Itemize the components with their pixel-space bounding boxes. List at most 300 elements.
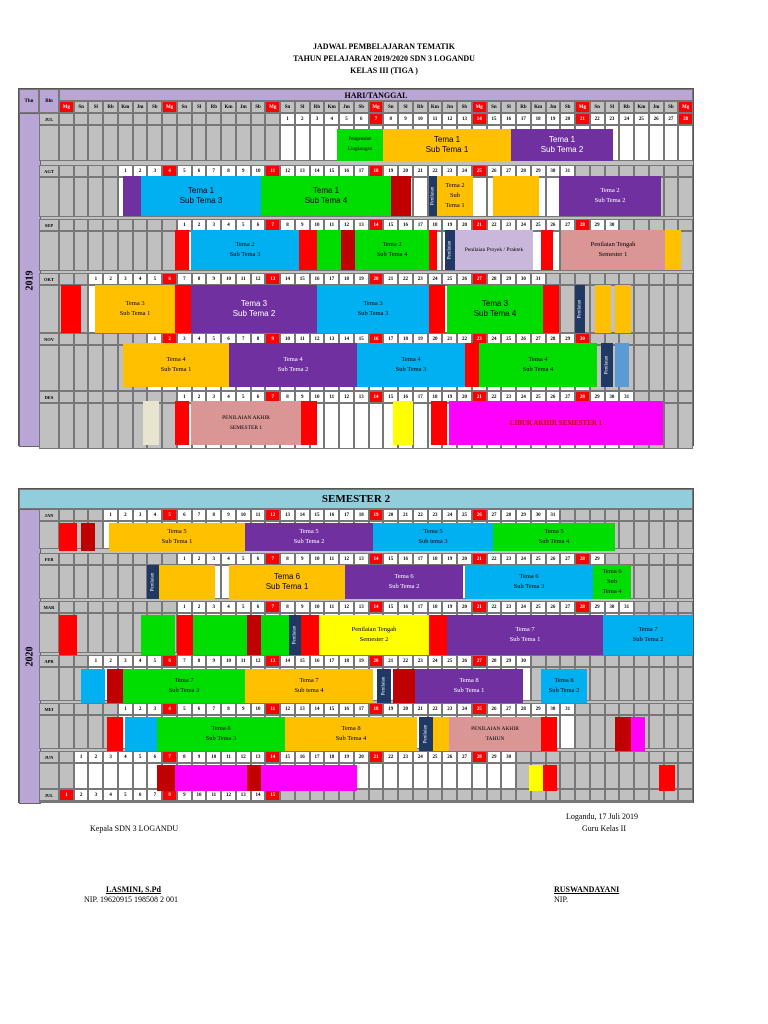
- date-cell: [664, 165, 679, 177]
- date-cell: 6: [162, 655, 177, 667]
- date-cell: 3: [103, 751, 118, 763]
- bar-tema1-subtema4: Tema 1 Sub Tema 4: [261, 176, 391, 216]
- bar-jan-red: [59, 523, 77, 551]
- bar-okt-red-3: [429, 285, 445, 333]
- date-cell: 9: [295, 553, 310, 565]
- bar-jun-red-2: [659, 765, 675, 791]
- teacher-nip: NIP.: [554, 895, 569, 904]
- date-cell: 4: [192, 333, 207, 345]
- date-cell: [575, 703, 590, 715]
- date-cell: 15: [354, 333, 369, 345]
- day-slot: [634, 125, 649, 161]
- month-label: APR: [39, 655, 59, 667]
- day-slot: [383, 801, 398, 803]
- day-slot: [664, 667, 679, 701]
- date-cell: 15: [310, 509, 325, 521]
- date-cell: [619, 789, 634, 801]
- date-cell: [546, 655, 561, 667]
- day-slot: [560, 285, 575, 333]
- date-cell: 25: [472, 165, 487, 177]
- date-cell: 24: [619, 113, 634, 125]
- date-cell: 16: [339, 165, 354, 177]
- date-cell: [664, 655, 679, 667]
- date-cell: [103, 601, 118, 613]
- date-cell: 16: [398, 219, 413, 231]
- date-cell: 15: [280, 751, 295, 763]
- bar-sep-dark-red: [341, 230, 355, 270]
- bar-tema1-subtema2: Tema 1 Sub Tema 2: [511, 129, 613, 161]
- date-cell: [560, 751, 575, 763]
- date-cell: 20: [383, 509, 398, 521]
- date-cell: 30: [605, 601, 620, 613]
- date-cell: [664, 703, 679, 715]
- year-2020-label: 2020: [19, 509, 41, 804]
- day-header-cell: Rb: [310, 101, 325, 113]
- day-slot: [59, 715, 74, 749]
- date-cell: 7: [177, 273, 192, 285]
- day-header-cell: Sn: [487, 101, 502, 113]
- date-cell: 29: [501, 273, 516, 285]
- date-cell: 3: [118, 655, 133, 667]
- bar-tema6-subtema4: Tema 6 Sub Tema 4: [593, 565, 631, 599]
- date-cell: [147, 553, 162, 565]
- day-slot: [472, 177, 487, 217]
- day-slot: [413, 801, 428, 803]
- date-cell: [605, 273, 620, 285]
- date-cell: 28: [516, 703, 531, 715]
- date-cell: 13: [265, 655, 280, 667]
- date-cell: [103, 703, 118, 715]
- col-tahun-header: Thn: [19, 89, 39, 113]
- day-slot: [413, 763, 428, 789]
- date-cell: 24: [457, 165, 472, 177]
- principal-name: LASMINI, S.Pd: [106, 885, 161, 894]
- date-cell: [634, 601, 649, 613]
- date-cell: 7: [192, 509, 207, 521]
- day-slot: [678, 565, 693, 599]
- day-slot: [413, 403, 428, 449]
- day-slot: [118, 231, 133, 271]
- bar-okt-red: [61, 285, 81, 333]
- bar-apr-dark-red-2: [393, 669, 415, 703]
- date-cell: [546, 751, 561, 763]
- bar-tema4-subtema4: Tema 4 Sub Tema 4: [479, 343, 597, 387]
- date-cell: 1: [177, 601, 192, 613]
- date-cell: [560, 655, 575, 667]
- date-cell: [74, 273, 89, 285]
- date-cell: 7: [265, 391, 280, 403]
- day-header-cell: Jm: [339, 101, 354, 113]
- date-cell: 12: [265, 509, 280, 521]
- date-cell: 21: [472, 553, 487, 565]
- date-cell: 10: [310, 601, 325, 613]
- date-cell: [678, 509, 693, 521]
- date-cell: 11: [324, 601, 339, 613]
- bar-apr-penilaian: Penilaian: [377, 669, 391, 703]
- day-slot: [103, 613, 118, 653]
- day-slot: [354, 801, 369, 803]
- day-header-cell: Jm: [546, 101, 561, 113]
- date-cell: 27: [560, 601, 575, 613]
- bar-feb-orange: [159, 565, 215, 599]
- date-cell: 18: [324, 751, 339, 763]
- date-cell: 27: [664, 113, 679, 125]
- date-cell: [664, 553, 679, 565]
- date-cell: 21: [472, 219, 487, 231]
- day-slot: [590, 763, 605, 789]
- date-cell: 21: [383, 655, 398, 667]
- day-slot: [74, 231, 89, 271]
- bar-tema4-subtema1: Tema 4 Sub Tema 1: [123, 343, 229, 387]
- doc-title-line2: TAHUN PELAJARAN 2019/2020 SDN 3 LOGANDU: [293, 54, 475, 63]
- date-cell: 10: [310, 219, 325, 231]
- doc-title-line1: JADWAL PEMBELAJARAN TEMATIK: [313, 42, 455, 51]
- date-cell: [88, 509, 103, 521]
- date-cell: 15: [295, 273, 310, 285]
- day-slot: [678, 801, 693, 803]
- bar-sep-red: [175, 230, 189, 270]
- day-slot: [88, 565, 103, 599]
- date-cell: [619, 655, 634, 667]
- date-cell: 15: [383, 553, 398, 565]
- date-cell: [634, 703, 649, 715]
- date-cell: 29: [516, 509, 531, 521]
- date-cell: 22: [428, 703, 443, 715]
- date-cell: 10: [413, 113, 428, 125]
- date-cell: 29: [560, 333, 575, 345]
- month-label-spacer: [39, 285, 59, 333]
- day-slot: [619, 667, 634, 701]
- date-cell: 4: [103, 789, 118, 801]
- date-cell: 6: [177, 509, 192, 521]
- date-cell: 24: [487, 333, 502, 345]
- bar-des-beige: [143, 401, 159, 445]
- date-cell: 15: [265, 789, 280, 801]
- date-cell: 13: [354, 601, 369, 613]
- date-cell: 5: [177, 703, 192, 715]
- date-cell: 22: [457, 333, 472, 345]
- date-cell: 14: [310, 703, 325, 715]
- day-slot: [649, 565, 664, 599]
- date-cell: 19: [369, 509, 384, 521]
- date-cell: [118, 601, 133, 613]
- date-cell: 14: [369, 391, 384, 403]
- day-slot: [147, 125, 162, 161]
- date-cell: [634, 751, 649, 763]
- date-cell: 26: [487, 165, 502, 177]
- date-cell: 10: [221, 273, 236, 285]
- day-slot: [678, 125, 693, 161]
- date-cell: 1: [280, 113, 295, 125]
- day-header-cell: Sl: [398, 101, 413, 113]
- date-cell: 28: [575, 553, 590, 565]
- day-slot: [74, 403, 89, 449]
- day-slot: [265, 801, 280, 803]
- day-slot: [59, 801, 74, 803]
- date-cell: [664, 391, 679, 403]
- day-header-cell: Sl: [295, 101, 310, 113]
- date-cell: 14: [265, 751, 280, 763]
- date-cell: 22: [413, 509, 428, 521]
- day-slot: [324, 801, 339, 803]
- date-cell: 30: [501, 751, 516, 763]
- day-slot: [649, 125, 664, 161]
- date-cell: [133, 601, 148, 613]
- date-cell: 8: [280, 553, 295, 565]
- day-slot: [664, 177, 679, 217]
- date-cell: [634, 553, 649, 565]
- date-cell: 21: [413, 703, 428, 715]
- date-cell: 26: [442, 751, 457, 763]
- day-slot: [295, 125, 310, 161]
- date-cell: 27: [560, 219, 575, 231]
- day-slot: [678, 667, 693, 701]
- date-cell: [59, 273, 74, 285]
- bar-tema4-subtema2: Tema 4 Sub Tema 2: [229, 343, 357, 387]
- bar-sep-penilaian: Penilaian: [445, 230, 455, 270]
- date-cell: 14: [339, 333, 354, 345]
- date-cell: 1: [103, 509, 118, 521]
- day-header-cell: Rb: [619, 101, 634, 113]
- month-label-spacer: [39, 177, 59, 217]
- teacher-name: RUSWANDAYANI: [554, 885, 620, 894]
- date-cell: [560, 273, 575, 285]
- date-cell: [590, 751, 605, 763]
- date-cell: 26: [546, 553, 561, 565]
- date-cell: 5: [236, 601, 251, 613]
- date-cell: 15: [295, 655, 310, 667]
- bar-des-red-2: [301, 401, 317, 445]
- day-slot: [324, 403, 339, 449]
- day-slot: [428, 763, 443, 789]
- date-cell: 22: [428, 165, 443, 177]
- date-cell: [649, 655, 664, 667]
- date-cell: 1: [88, 273, 103, 285]
- bar-libur-akhir-semester1: LIBUR AKHIR SEMESTER 1: [449, 401, 663, 445]
- date-cell: 14: [369, 553, 384, 565]
- bar-okt-red-2: [175, 285, 191, 333]
- date-cell: 5: [177, 165, 192, 177]
- date-cell: 18: [428, 391, 443, 403]
- day-slot: [59, 231, 74, 271]
- semester2-rows: [39, 509, 693, 802]
- bar-agt-dark-red: [391, 176, 411, 216]
- date-cell: [74, 553, 89, 565]
- bar-penilaian-proyek: Penilaian Proyek / Praktek: [455, 230, 533, 270]
- semester1-calendar: [18, 88, 694, 446]
- date-cell: 2: [118, 509, 133, 521]
- day-header-cell: Mg: [369, 101, 384, 113]
- day-slot: [678, 521, 693, 549]
- date-cell: 27: [487, 509, 502, 521]
- date-cell: [605, 703, 620, 715]
- date-cell: [678, 789, 693, 801]
- date-cell: 3: [206, 601, 221, 613]
- date-cell: 14: [369, 601, 384, 613]
- date-cell: 25: [442, 655, 457, 667]
- date-cell: [74, 219, 89, 231]
- date-cell: 9: [236, 165, 251, 177]
- day-slot: [88, 345, 103, 391]
- date-cell: 4: [221, 601, 236, 613]
- day-slot: [649, 667, 664, 701]
- date-cell: [59, 113, 74, 125]
- bar-tema2-subtema1: Tema 2 Sub Tema 1: [437, 176, 473, 216]
- date-cell: 14: [369, 219, 384, 231]
- date-cell: 2: [88, 751, 103, 763]
- date-cell: 9: [295, 391, 310, 403]
- month-label: JAN: [39, 509, 59, 521]
- date-cell: [88, 703, 103, 715]
- day-slot: [74, 125, 89, 161]
- bar-tema7-subtema3: Tema 7 Sub Tema 3: [123, 669, 245, 703]
- date-cell: 21: [575, 113, 590, 125]
- bar-okt-orange-b: [615, 285, 631, 333]
- date-cell: [383, 789, 398, 801]
- month-label: SEP: [39, 219, 59, 231]
- day-slot: [664, 521, 679, 549]
- date-cell: [206, 113, 221, 125]
- day-slot: [59, 403, 74, 449]
- date-cell: 5: [236, 219, 251, 231]
- day-slot: [88, 231, 103, 271]
- bar-mar-green: [141, 615, 175, 655]
- day-slot: [516, 801, 531, 803]
- bar-mar-green-3: [261, 615, 289, 655]
- day-slot: [634, 565, 649, 599]
- date-cell: 19: [442, 219, 457, 231]
- date-cell: 13: [236, 789, 251, 801]
- date-cell: 8: [192, 273, 207, 285]
- date-cell: 20: [354, 751, 369, 763]
- bar-mei-red: [107, 717, 123, 751]
- day-header-cell: Mg: [575, 101, 590, 113]
- bar-jun-magenta-a: [175, 765, 247, 791]
- date-cell: 19: [354, 655, 369, 667]
- month-label: MEI: [39, 703, 59, 715]
- day-header-cell: Sn: [590, 101, 605, 113]
- day-slot: [442, 763, 457, 789]
- day-header-cell: Sb: [354, 101, 369, 113]
- date-cell: 24: [516, 601, 531, 613]
- date-cell: 2: [133, 703, 148, 715]
- date-cell: [678, 655, 693, 667]
- date-cell: 3: [147, 703, 162, 715]
- date-cell: [664, 273, 679, 285]
- day-slot: [383, 763, 398, 789]
- date-cell: 3: [206, 553, 221, 565]
- date-cell: 12: [339, 391, 354, 403]
- day-header-cell: Km: [118, 101, 133, 113]
- date-cell: 22: [487, 553, 502, 565]
- date-cell: [88, 601, 103, 613]
- date-cell: 20: [457, 391, 472, 403]
- date-cell: [678, 703, 693, 715]
- date-cell: [74, 165, 89, 177]
- date-cell: 20: [398, 703, 413, 715]
- day-header-cell: Rb: [103, 101, 118, 113]
- date-cell: 5: [236, 553, 251, 565]
- date-cell: 9: [265, 333, 280, 345]
- date-cell: [546, 273, 561, 285]
- day-slot: [678, 403, 693, 449]
- date-cell: 25: [634, 113, 649, 125]
- month-label-spacer: [39, 801, 59, 803]
- date-cell: 2: [192, 553, 207, 565]
- day-header-cell: Km: [634, 101, 649, 113]
- bar-tema1-subtema1: Tema 1 Sub Tema 1: [383, 129, 511, 161]
- date-cell: 2: [192, 219, 207, 231]
- bar-jun-red: [543, 765, 557, 791]
- day-slot: [103, 801, 118, 803]
- day-slot: [88, 125, 103, 161]
- date-cell: 16: [310, 655, 325, 667]
- day-header-cell: Km: [531, 101, 546, 113]
- date-cell: 13: [354, 391, 369, 403]
- bar-tema2-subtema3: Tema 2 Sub Tema 3: [191, 230, 299, 270]
- date-cell: 4: [221, 553, 236, 565]
- date-cell: 25: [531, 219, 546, 231]
- date-cell: [472, 789, 487, 801]
- day-slot: [59, 125, 74, 161]
- date-cell: 25: [472, 703, 487, 715]
- month-label: MAR: [39, 601, 59, 613]
- day-slot: [472, 763, 487, 789]
- date-cell: [634, 273, 649, 285]
- month-label-spacer: [39, 403, 59, 449]
- date-cell: 29: [590, 219, 605, 231]
- date-cell: 10: [310, 391, 325, 403]
- date-cell: 7: [236, 333, 251, 345]
- date-cell: 26: [546, 219, 561, 231]
- date-cell: 28: [575, 219, 590, 231]
- date-cell: 21: [398, 509, 413, 521]
- date-cell: 6: [251, 391, 266, 403]
- date-cell: 18: [369, 703, 384, 715]
- month-label-spacer: [39, 345, 59, 391]
- date-cell: [74, 655, 89, 667]
- date-cell: 9: [398, 113, 413, 125]
- date-cell: 19: [546, 113, 561, 125]
- day-slot: [590, 715, 605, 749]
- day-slot: [678, 763, 693, 789]
- day-header-cell: Sb: [664, 101, 679, 113]
- date-cell: 15: [383, 219, 398, 231]
- day-slot: [103, 177, 118, 217]
- day-slot: [472, 801, 487, 803]
- day-slot: [74, 565, 89, 599]
- date-cell: [118, 113, 133, 125]
- date-cell: 4: [162, 165, 177, 177]
- day-header-cell: Jm: [236, 101, 251, 113]
- date-cell: 15: [383, 601, 398, 613]
- date-cell: 30: [605, 391, 620, 403]
- col-bulan-header: Bln: [39, 89, 59, 113]
- day-slot: [487, 763, 502, 789]
- bar-tema3-subtema3: Tema 3 Sub Tema 3: [317, 285, 429, 333]
- date-cell: 6: [251, 219, 266, 231]
- date-cell: 27: [472, 655, 487, 667]
- date-cell: 4: [324, 113, 339, 125]
- day-slot: [501, 801, 516, 803]
- date-cell: [74, 333, 89, 345]
- bar-agt-purple-start: [123, 176, 141, 216]
- day-slot: [59, 345, 74, 391]
- day-slot: [103, 125, 118, 161]
- date-cell: 24: [428, 655, 443, 667]
- date-cell: 11: [295, 333, 310, 345]
- date-cell: 10: [236, 509, 251, 521]
